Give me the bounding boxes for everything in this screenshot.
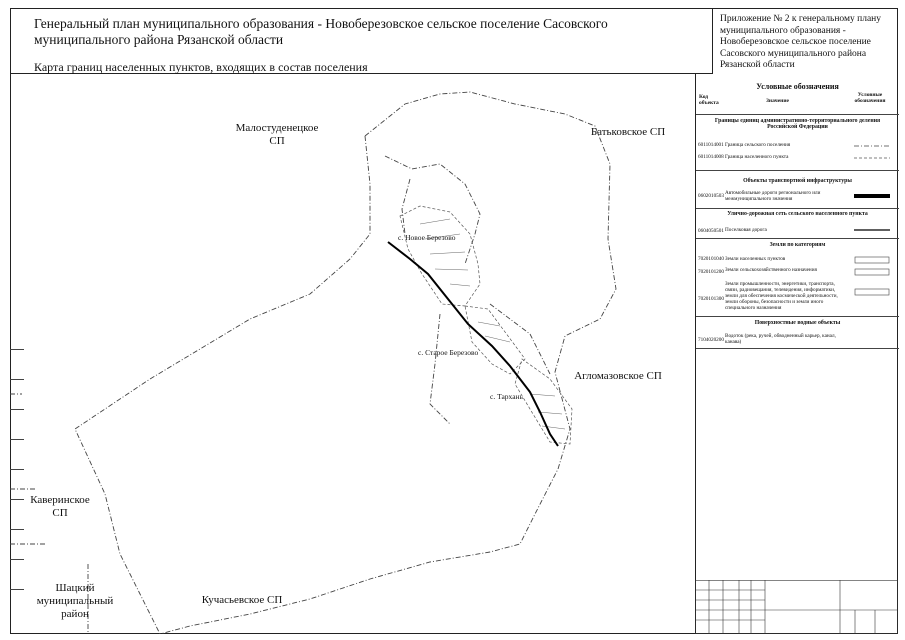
- village-road: [388, 242, 558, 446]
- settlement-boundary-tarkhan: [515, 359, 572, 444]
- legend-code: 7020101300: [698, 296, 724, 302]
- legend-code: 7104020200: [698, 337, 724, 343]
- legend-text: Поселковая дорога: [725, 227, 767, 233]
- legend-symbol-road: [852, 192, 892, 200]
- legend-symbol-settlement-boundary: [852, 142, 892, 150]
- legend-text: Граница населенного пункта: [725, 154, 789, 160]
- map-subtitle: Карта границ населенных пунктов, входящих в состав поселения: [34, 60, 368, 74]
- legend-code: 6011014001: [698, 142, 724, 148]
- page-title: Генеральный план муниципального образования - Новоберезовское сельское поселение Сасовского муниципального района Рязанской области: [34, 16, 608, 47]
- boundary-inner-3: [430, 314, 450, 424]
- legend-text: Водоток (река, ручей, обводненный карьер, канал, канава): [725, 333, 836, 345]
- boundary-inner-2: [402, 179, 410, 234]
- drawing-stamp: [695, 580, 898, 634]
- settlement-label-novoe-berezovo: с. Новое Березово: [398, 233, 456, 242]
- legend-section-transport: Объекты транспортной инфраструктуры: [743, 178, 852, 184]
- region-label-kaverinskoe: Каверинское СП: [30, 494, 90, 519]
- appendix-note: Приложение № 2 к генеральному плану муниципального образования - Новоберезовское сельское поселение Сасовского муниципального района Рязанской области: [720, 14, 881, 70]
- region-label-kuchasevskoe: Кучасьевское СП: [201, 594, 283, 606]
- legend-symbol-village-boundary: [852, 154, 892, 162]
- legend-section-land-categories: Земли по категориям: [769, 242, 826, 248]
- legend-rule: [696, 208, 899, 209]
- legend-rule: [696, 114, 899, 115]
- legend-rule: [696, 170, 899, 171]
- legend-symbol-land-industrial: [852, 288, 892, 296]
- legend-col-code: Код объекта: [699, 94, 719, 106]
- settlement-label-tarkhan: с. Тархань: [490, 392, 523, 401]
- settlement-label-staroe-berezovo: с. Старое Березово: [418, 348, 479, 357]
- map-legend: [695, 74, 898, 634]
- legend-text: Земли населенных пунктов: [725, 256, 786, 262]
- title-block: [10, 8, 713, 74]
- legend-text: Земли сельскохозяйственного назначения: [725, 267, 817, 273]
- settlement-boundary-staroe: [465, 306, 525, 374]
- legend-code: 7020101040: [698, 256, 724, 262]
- region-label-batkovskoe: Батьковское СП: [590, 126, 666, 138]
- map-area: [10, 74, 695, 634]
- legend-section-boundaries: Границы единиц административно-территориального деления Российской Федерации: [714, 118, 881, 130]
- legend-col-symbol: Условные обозначения: [854, 92, 886, 104]
- boundary-inner-1: [385, 156, 480, 264]
- legend-text: Автомобильные дороги регионального или межмуниципального значения: [725, 190, 821, 202]
- legend-section-water: Поверхностные водные объекты: [754, 320, 841, 326]
- legend-symbol-land-settlement: [852, 256, 892, 264]
- side-stamp-strip: [10, 320, 24, 634]
- legend-text: Граница сельского поселения: [725, 142, 791, 148]
- legend-code: 0602010503: [698, 193, 724, 199]
- legend-title: Условные обозначения: [756, 82, 839, 91]
- legend-symbol-land-agricultural: [852, 268, 892, 276]
- legend-code: 0604050501: [698, 228, 724, 234]
- legend-rule: [696, 316, 899, 317]
- legend-rule: [696, 348, 899, 349]
- legend-col-meaning: Значение: [766, 98, 789, 104]
- legend-rule: [696, 238, 899, 239]
- legend-text: Земли промышленности, энергетики, транспорта, связи, радиовещания, телевидения, информатики, земли для обеспечения космической деятельности, земли обороны, безопасности и земли иного специального назначения: [725, 281, 838, 311]
- boundary-west: [75, 136, 370, 634]
- municipality-boundary: [160, 92, 616, 634]
- legend-section-street-network: Улично-дорожная сеть сельского населенного пункта: [727, 211, 868, 217]
- map-canvas: [10, 74, 695, 634]
- region-label-malostudenetskoe: Малостуденецкое СП: [235, 122, 319, 147]
- region-label-shatsky: Шацкий муниципальный район: [36, 582, 114, 620]
- boundary-inner-4: [490, 304, 550, 374]
- legend-symbol-village-road: [852, 226, 892, 234]
- region-label-aglomazovskoe: Агломазовское СП: [574, 370, 662, 382]
- legend-code: 7020101200: [698, 269, 724, 275]
- legend-code: 6011014008: [698, 154, 724, 160]
